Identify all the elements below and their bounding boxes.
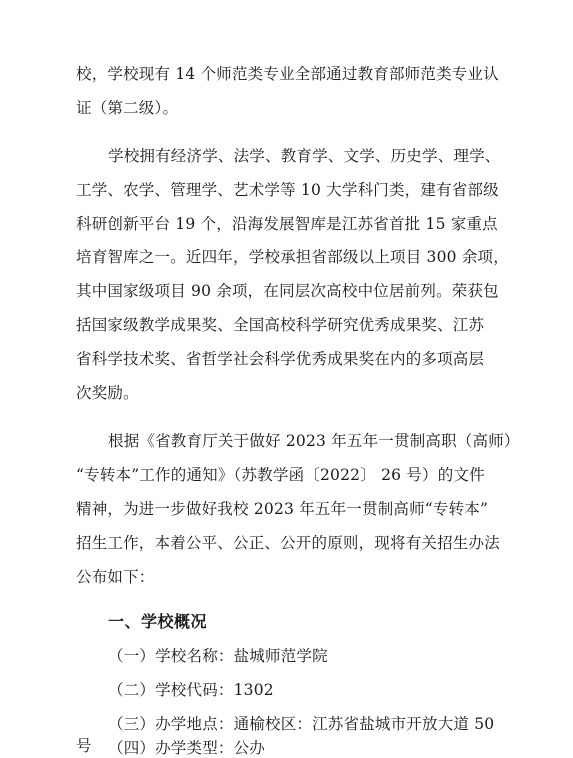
- school-code-item: （二）学校代码：1302: [108, 681, 274, 699]
- paragraph-3-line-5: 公布如下：: [76, 568, 155, 586]
- paragraph-2-line-6: 括国家级教学成果奖、全国高校科学研究优秀成果奖、江苏: [76, 316, 485, 334]
- paragraph-2-line-4: 培育智库之一。近四年，学校承担省部级以上项目 300 余项，: [76, 248, 509, 266]
- paragraph-2-line-3: 科研创新平台 19 个，沿海发展智库是江苏省首批 15 家重点: [76, 215, 498, 233]
- paragraph-2-line-8: 次奖励。: [76, 384, 139, 402]
- paragraph-2-line-1: 学校拥有经济学、法学、教育学、文学、历史学、理学、: [108, 147, 501, 165]
- school-name-item: （一）学校名称：盐城师范学院: [108, 647, 328, 665]
- paragraph-3-line-3: 精神，为进一步做好我校 2023 年五年一贯制高师“专转本”: [76, 500, 489, 518]
- paragraph-3-line-4: 招生工作，本着公平、公正、公开的原则，现将有关招生办法: [76, 534, 500, 552]
- paragraph-2-line-7: 省科学技术奖、省哲学社会科学优秀成果奖在内的多项高层: [76, 350, 485, 368]
- paragraph-1-line-2: 证（第二级）。: [76, 99, 179, 117]
- school-type-item: （四）办学类型：公办: [108, 739, 266, 757]
- paragraph-1-line-1: 校，学校现有 14 个师范类专业全部通过教育部师范类专业认: [76, 65, 499, 83]
- school-location-item: （三）办学地点：通榆校区：江苏省盐城市开放大道 50: [108, 715, 495, 733]
- school-location-item-continued: 号: [76, 737, 92, 755]
- paragraph-3-line-2: “专转本”工作的通知》（苏教学函〔2022〕 26 号）的文件: [76, 466, 485, 484]
- paragraph-2-line-2: 工学、农学、管理学、艺术学等 10 大学科门类，建有省部级: [76, 181, 499, 199]
- section-heading: 一、学校概况: [108, 612, 208, 631]
- paragraph-3-line-1: 根据《省教育厅关于做好 2023 年五年一贯制高职（高师）: [108, 432, 520, 450]
- paragraph-2-line-5: 其中国家级项目 90 余项，在同层次高校中位居前列。荣获包: [76, 282, 499, 300]
